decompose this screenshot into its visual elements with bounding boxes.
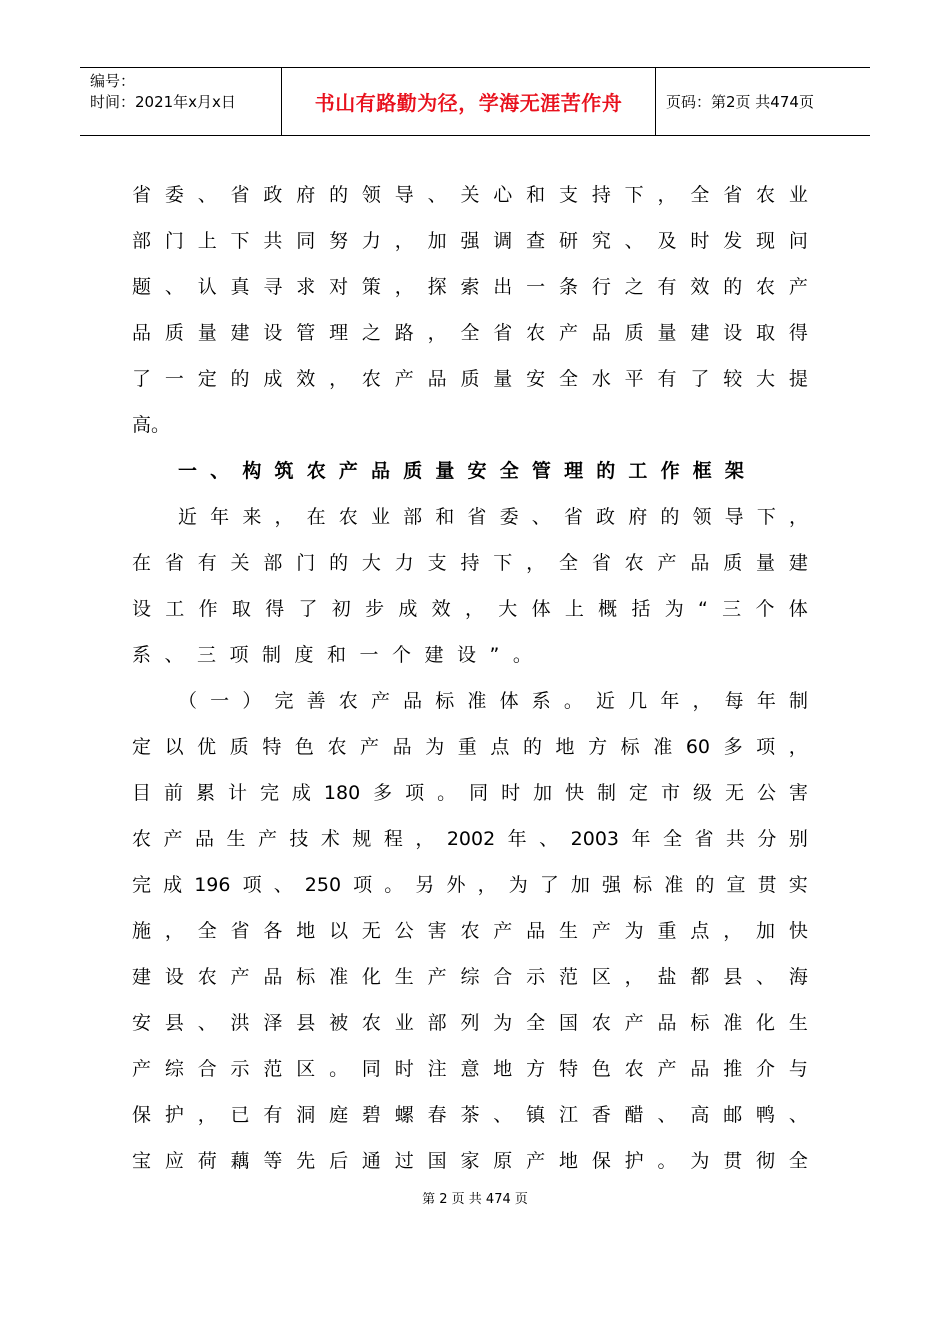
body-line: 部 门 上 下 共 同 努 力 ， 加 强 调 查 研 究 、 及 时 发 现 问 — [132, 230, 808, 252]
body-line: 在 省 有 关 部 门 的 大 力 支 持 下 ， 全 省 农 产 品 质 量 建 — [132, 552, 808, 574]
header-page-cell — [656, 68, 870, 135]
date-line: 时间：2021年x月x日 — [90, 93, 236, 111]
document-body — [132, 172, 808, 1184]
body-line: 品 质 量 建 设 管 理 之 路 ， 全 省 农 产 品 质 量 建 设 取 得 — [132, 322, 808, 344]
motto-text: 书山有路勤为径，学海无涯苦作舟 — [314, 91, 623, 115]
body-line: 农 产 品 生 产 技 术 规 程 ， 2002 年 、 2003 年 全 省 共 分 别 — [132, 828, 808, 850]
body-line: 施 ， 全 省 各 地 以 无 公 害 农 产 品 生 产 为 重 点 ， 加 快 — [132, 920, 808, 942]
body-line: 设 工 作 取 得 了 初 步 成 效 ， 大 体 上 概 括 为 “ 三 个 体 — [132, 598, 808, 620]
body-line: 定 以 优 质 特 色 农 产 品 为 重 点 的 地 方 标 准 60 多 项 ， — [132, 736, 808, 758]
page-header — [80, 67, 870, 136]
body-line: 安 县 、 洪 泽 县 被 农 业 部 列 为 全 国 农 产 品 标 准 化 生 — [132, 1012, 808, 1034]
body-line: 产 综 合 示 范 区 。 同 时 注 意 地 方 特 色 农 产 品 推 介 与 — [132, 1058, 808, 1080]
body-line: 保 护 ， 已 有 洞 庭 碧 螺 春 茶 、 镇 江 香 醋 、 高 邮 鸭 、 — [132, 1104, 808, 1126]
body-line: 近 年 来 ， 在 农 业 部 和 省 委 、 省 政 府 的 领 导 下 ， — [178, 506, 808, 528]
header-meta-cell — [80, 68, 282, 135]
page-footer — [0, 1188, 950, 1207]
body-line: 目 前 累 计 完 成 180 多 项 。 同 时 加 快 制 定 市 级 无 公 害 — [132, 782, 808, 804]
section-heading: 一 、 构 筑 农 产 品 质 量 安 全 管 理 的 工 作 框 架 — [178, 460, 744, 482]
serial-number-label: 编号： — [90, 72, 136, 90]
body-line: 系 、 三 项 制 度 和 一 个 建 设 ” 。 — [132, 644, 532, 666]
header-motto-cell — [282, 68, 656, 135]
body-line: 宝 应 荷 藕 等 先 后 通 过 国 家 原 产 地 保 护 。 为 贯 彻 全 — [132, 1150, 808, 1172]
body-line: 题 、 认 真 寻 求 对 策 ， 探 索 出 一 条 行 之 有 效 的 农 产 — [132, 276, 808, 298]
body-line: 完 成 196 项 、 250 项 。 另 外 ， 为 了 加 强 标 准 的 宣 贯 实 — [132, 874, 808, 896]
footer-page-number: 第 2 页 共 474 页 — [422, 1192, 528, 1207]
body-line: 省 委 、 省 政 府 的 领 导 、 关 心 和 支 持 下 ， 全 省 农 业 — [132, 184, 808, 206]
body-line: 建 设 农 产 品 标 准 化 生 产 综 合 示 范 区 ， 盐 都 县 、 海 — [132, 966, 808, 988]
page-code: 页码：第2页 共474页 — [666, 93, 814, 111]
body-line: 高。 — [132, 414, 171, 436]
body-line: 了 一 定 的 成 效 ， 农 产 品 质 量 安 全 水 平 有 了 较 大 提 — [132, 368, 808, 390]
body-line: （ 一 ） 完 善 农 产 品 标 准 体 系 。 近 几 年 ， 每 年 制 — [178, 690, 808, 712]
